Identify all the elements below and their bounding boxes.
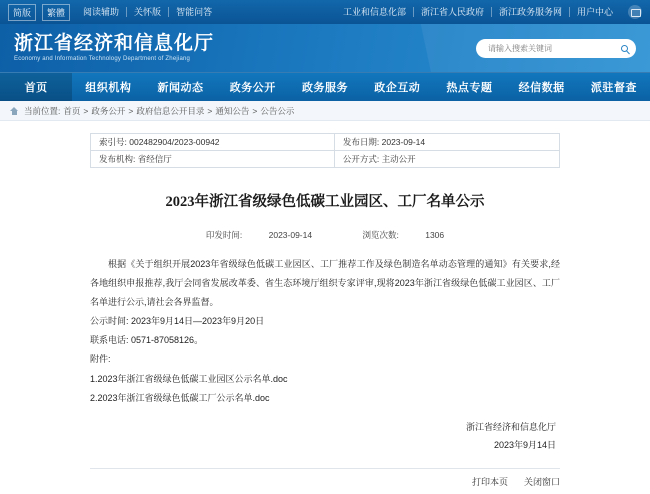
- view-count-label: 浏览次数:: [362, 230, 399, 240]
- breadcrumb-item-announcements[interactable]: 公告公示: [260, 105, 295, 116]
- nav-item-organization[interactable]: 组织机构: [85, 82, 132, 94]
- meta-value-publish-date: 2023-09-14: [381, 137, 426, 147]
- breadcrumb-prefix: 当前位置:: [24, 105, 61, 116]
- document-subinfo: [0, 229, 650, 241]
- nav-item-data[interactable]: 经信数据: [518, 82, 565, 94]
- meta-label-publisher: 发布机构:: [99, 154, 136, 164]
- meta-cell-index: [91, 134, 335, 151]
- link-zhejiang-gov[interactable]: 浙江省人民政府: [420, 7, 484, 17]
- smart-qa-link[interactable]: 智能问答: [176, 7, 213, 17]
- attachment-list: [90, 370, 560, 408]
- care-version-link[interactable]: 关怀版: [134, 7, 162, 17]
- nav-item-home[interactable]: 首页: [0, 73, 72, 101]
- link-miit[interactable]: 工业和信息化部: [342, 7, 406, 17]
- document-body: [90, 241, 560, 454]
- page-title: 2023年浙江省级绿色低碳工业园区、工厂名单公示: [165, 194, 485, 210]
- document-meta-table: [90, 133, 560, 168]
- meta-cell-publish-date: [334, 134, 559, 151]
- link-zjzwfw[interactable]: 浙江政务服务网: [498, 7, 562, 17]
- nav-item-gov-business[interactable]: 政企互动: [374, 82, 421, 94]
- breadcrumb-item-notices[interactable]: 通知公告: [215, 105, 250, 116]
- meta-label-disclosure-type: 公开方式:: [342, 154, 380, 164]
- breadcrumb-item-home[interactable]: 首页: [63, 105, 81, 116]
- meta-label-publish-date: 发布日期:: [342, 137, 380, 147]
- topbar-left-group: [8, 0, 219, 24]
- meta-cell-disclosure-type: [334, 151, 559, 168]
- document-content: [0, 121, 650, 494]
- breadcrumb-sep: >: [128, 105, 134, 116]
- site-logo[interactable]: [14, 34, 214, 62]
- document-signature: [90, 418, 560, 454]
- table-row: [91, 134, 560, 151]
- print-page-button[interactable]: 打印本页: [471, 477, 508, 487]
- meta-label-index: 索引号:: [99, 137, 127, 147]
- top-utility-bar: [0, 0, 650, 24]
- attachment-link-1[interactable]: 1.2023年浙江省级绿色低碳工业园区公示名单.doc: [90, 374, 288, 384]
- site-banner: [0, 24, 650, 72]
- print-time-label: 印发时间:: [205, 230, 243, 240]
- meta-value-publisher: 省经信厅: [137, 154, 172, 164]
- signature-date: 2023年9月14日: [493, 440, 556, 450]
- nav-item-supervision[interactable]: 派驻督查: [590, 82, 637, 94]
- breadcrumb-item-disclosure[interactable]: 政务公开: [91, 105, 126, 116]
- lang-traditional-button[interactable]: 繁體: [42, 4, 70, 21]
- breadcrumb-sep: >: [83, 105, 89, 116]
- lang-simplified-button[interactable]: 简版: [8, 4, 36, 21]
- search-input[interactable]: [486, 43, 616, 54]
- document-paragraph: 根据《关于组织开展2023年省级绿色低碳工业园区、工厂推荐工作及绿色制造名单动态管理的通知》有关要求,经各地组织申报推荐,我厅会同省发展改革委、省生态环境厅组织专家评审,现将2023年浙江省级绿色低碳工业园区、工厂名单进行公示,请社会各界监督。: [90, 259, 560, 307]
- print-time: [194, 230, 327, 240]
- table-row: [91, 151, 560, 168]
- view-count-value: 1306: [425, 230, 445, 240]
- nav-item-gov-disclosure[interactable]: 政务公开: [229, 82, 276, 94]
- document-actions: [90, 468, 560, 494]
- print-time-value: 2023-09-14: [268, 230, 313, 240]
- search-icon[interactable]: [616, 40, 632, 56]
- document-line-phone: 联系电话: 0571-87058126。: [90, 335, 204, 345]
- breadcrumb: [0, 101, 650, 121]
- link-user-center[interactable]: 用户中心: [576, 7, 613, 17]
- nav-item-gov-services[interactable]: 政务服务: [301, 82, 348, 94]
- main-nav: [0, 72, 650, 101]
- topbar-right-group: [336, 0, 642, 24]
- close-window-button[interactable]: 关闭窗口: [523, 477, 560, 487]
- mail-icon[interactable]: [628, 5, 642, 19]
- site-title-cn: 浙江省经济和信息化厅: [14, 33, 215, 54]
- view-count: [350, 230, 456, 240]
- breadcrumb-item-catalog[interactable]: 政府信息公开目录: [136, 105, 205, 116]
- breadcrumb-sep: >: [207, 105, 213, 116]
- meta-value-index: 002482904/2023-00942: [129, 137, 220, 147]
- signature-org: 浙江省经济和信息化厅: [465, 422, 556, 432]
- document-line-period: 公示时间: 2023年9月14日—2023年9月20日: [90, 316, 265, 326]
- breadcrumb-sep: >: [252, 105, 258, 116]
- nav-item-topics[interactable]: 热点专题: [446, 82, 493, 94]
- search-box[interactable]: [476, 39, 636, 58]
- document-line-attachments-label: 附件:: [90, 354, 111, 364]
- nav-item-news[interactable]: 新闻动态: [157, 82, 204, 94]
- meta-cell-publisher: [91, 151, 335, 168]
- meta-value-disclosure-type: 主动公开: [381, 154, 416, 164]
- attachment-link-2[interactable]: 2.2023年浙江省级绿色低碳工厂公示名单.doc: [90, 393, 270, 403]
- site-title-en: Economy and Information Technology Department of Zhejiang: [14, 56, 191, 62]
- reading-assist-link[interactable]: 阅读辅助: [83, 7, 120, 17]
- home-icon: [10, 107, 19, 115]
